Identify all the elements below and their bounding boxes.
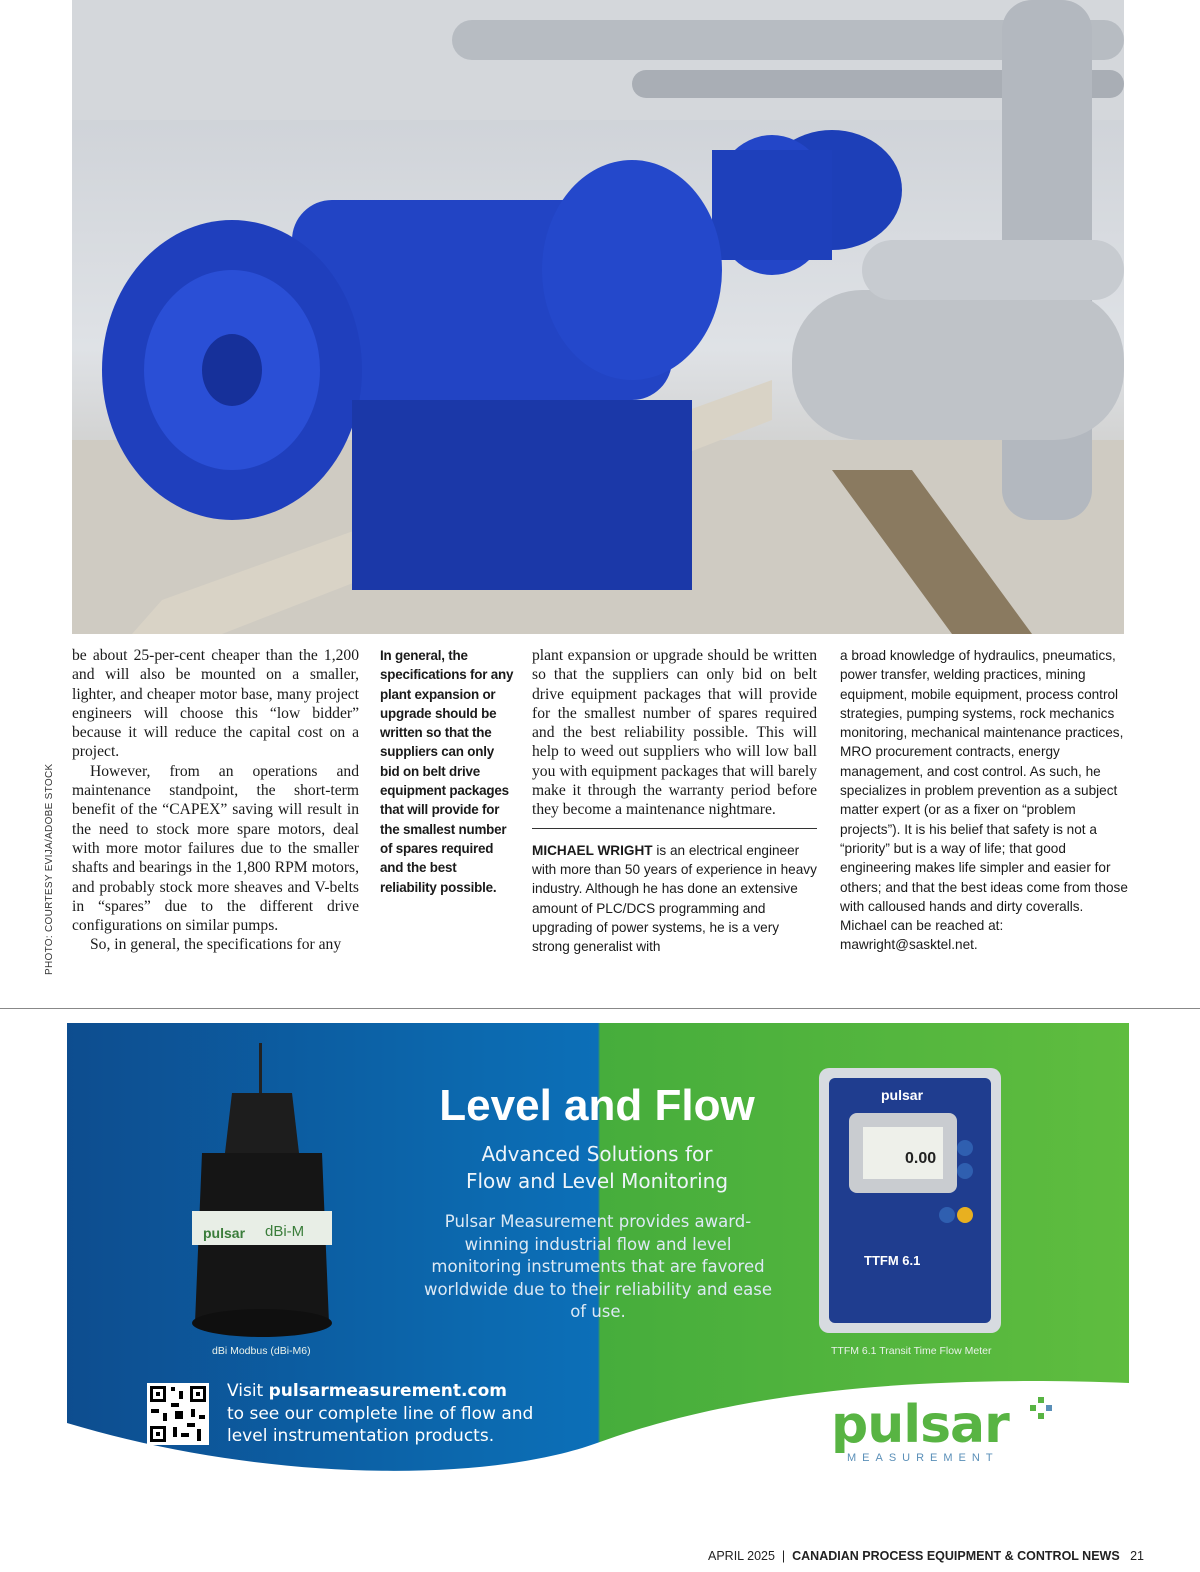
sensor-label-brand: pulsar xyxy=(203,1225,246,1241)
left-product-caption: dBi Modbus (dBi-M6) xyxy=(212,1345,311,1357)
website-link[interactable]: pulsarmeasurement.com xyxy=(268,1381,507,1401)
publication-name: CANADIAN PROCESS EQUIPMENT & CONTROL NEWS xyxy=(792,1549,1120,1563)
author-name: MICHAEL WRIGHT xyxy=(532,842,653,858)
logo-dots-icon xyxy=(1026,1395,1056,1425)
right-product-caption: TTFM 6.1 Transit Time Flow Meter xyxy=(831,1345,992,1357)
article-column-4 xyxy=(840,646,1128,955)
article-column-1 xyxy=(72,646,359,955)
article-column-3 xyxy=(532,646,817,956)
meter-model: TTFM 6.1 xyxy=(864,1253,921,1268)
article-paragraph: plant expansion or upgrade should be written so that the suppliers can only bid on belt drive equipment packages that will provide for the smallest number of spares required and the best reliability possible. This will help to weed out suppliers who will low ball you with equipment packages that will barely make it through the warranty period before they become a maintenance nightmare. xyxy=(532,647,817,819)
ad-body-text: Pulsar Measurement provides award-winning industrial flow and level monitoring instruments that are favored worldwide due to their reliability and ease of use. xyxy=(423,1212,773,1321)
qr-code-icon[interactable] xyxy=(147,1383,209,1445)
visit-prefix: Visit xyxy=(227,1381,269,1401)
pulsar-logo-text: pulsar xyxy=(831,1395,1009,1455)
meter-reading: 0.00 xyxy=(905,1150,937,1167)
ad-subheadline-line: Flow and Level Monitoring xyxy=(465,1169,729,1193)
ad-headline: Level and Flow xyxy=(439,1081,755,1130)
article-paragraph: So, in general, the specifications for any xyxy=(90,936,342,954)
issue-date: APRIL 2025 xyxy=(708,1549,775,1563)
author-bio xyxy=(532,841,817,957)
pulsar-advertisement[interactable] xyxy=(67,1023,1129,1503)
pull-quote-text: In general, the specifications for any plant expansion or upgrade should be written so that the suppliers can only bid on belt drive equipment packages that will provide for the smallest number of spares required and the best reliability possible. xyxy=(380,648,514,895)
page-number: 21 xyxy=(1130,1549,1145,1563)
bio-divider xyxy=(532,828,817,829)
pull-quote xyxy=(380,646,516,897)
author-bio-continued: a broad knowledge of hydraulics, pneumatics, power transfer, welding practices, mining equipment, mobile equipment, process control strategies, pumping systems, rock mechanics monitoring, mechanical maintenance practices, MRO procurement contracts, energy management, and cost control. As such, he specializes in problem prevention as a subject matter expert (or as a fixer on “problem projects”). It is his belief that safety is not a “priority” but is a way of life; that good engineering makes life simpler and easier for others; and that the best ideas come from those with calloused hands and dirty coveralls. Michael can be reached at: mawright@sasktel.net. xyxy=(840,648,1128,953)
ad-subheadline-line: Advanced Solutions for xyxy=(481,1142,713,1166)
pump-room-photo xyxy=(72,0,1124,634)
pump-room-illustration xyxy=(72,0,1124,634)
sensor-label-model: dBi-M xyxy=(265,1223,305,1240)
meter-brand: pulsar xyxy=(881,1087,924,1103)
footer-separator: | xyxy=(781,1549,786,1563)
visit-website-text xyxy=(227,1380,547,1448)
photo-credit: PHOTO: COURTESY EVIJA/ADOBE STOCK xyxy=(44,763,55,975)
pulsar-logo xyxy=(831,1395,1056,1455)
visit-rest: to see our complete line of flow and level instrumentation products. xyxy=(227,1403,534,1446)
article-paragraph: However, from an operations and maintenance standpoint, the short-term benefit of the “CAPEX” saving will result in the need to stock more spare motors, deal with more motor failures due to the smaller shafts and bearings in the 1,800 RPM motors, and probably stock more sheaves and V-belts in “spares” due to the different drive configurations on similar pumps. xyxy=(72,762,359,935)
page-footer xyxy=(708,1549,1145,1563)
ad-subheadline xyxy=(397,1141,797,1195)
section-divider xyxy=(0,1008,1200,1009)
author-bio-text: is an electrical engineer with more than 50 years of experience in heavy industry. Although he has done an extensive amount of PLC/DCS programming and upgrading of power systems, he is a very strong generalist with xyxy=(532,842,817,955)
pulsar-logo-subtitle: MEASUREMENT xyxy=(847,1452,999,1464)
article-paragraph: be about 25-per-cent cheaper than the 1,200 and will also be mounted on a smaller, lighter, and cheaper motor base, many project engineers will choose this “low bidder” because it will reduce the capital cost on a project. xyxy=(72,647,359,761)
